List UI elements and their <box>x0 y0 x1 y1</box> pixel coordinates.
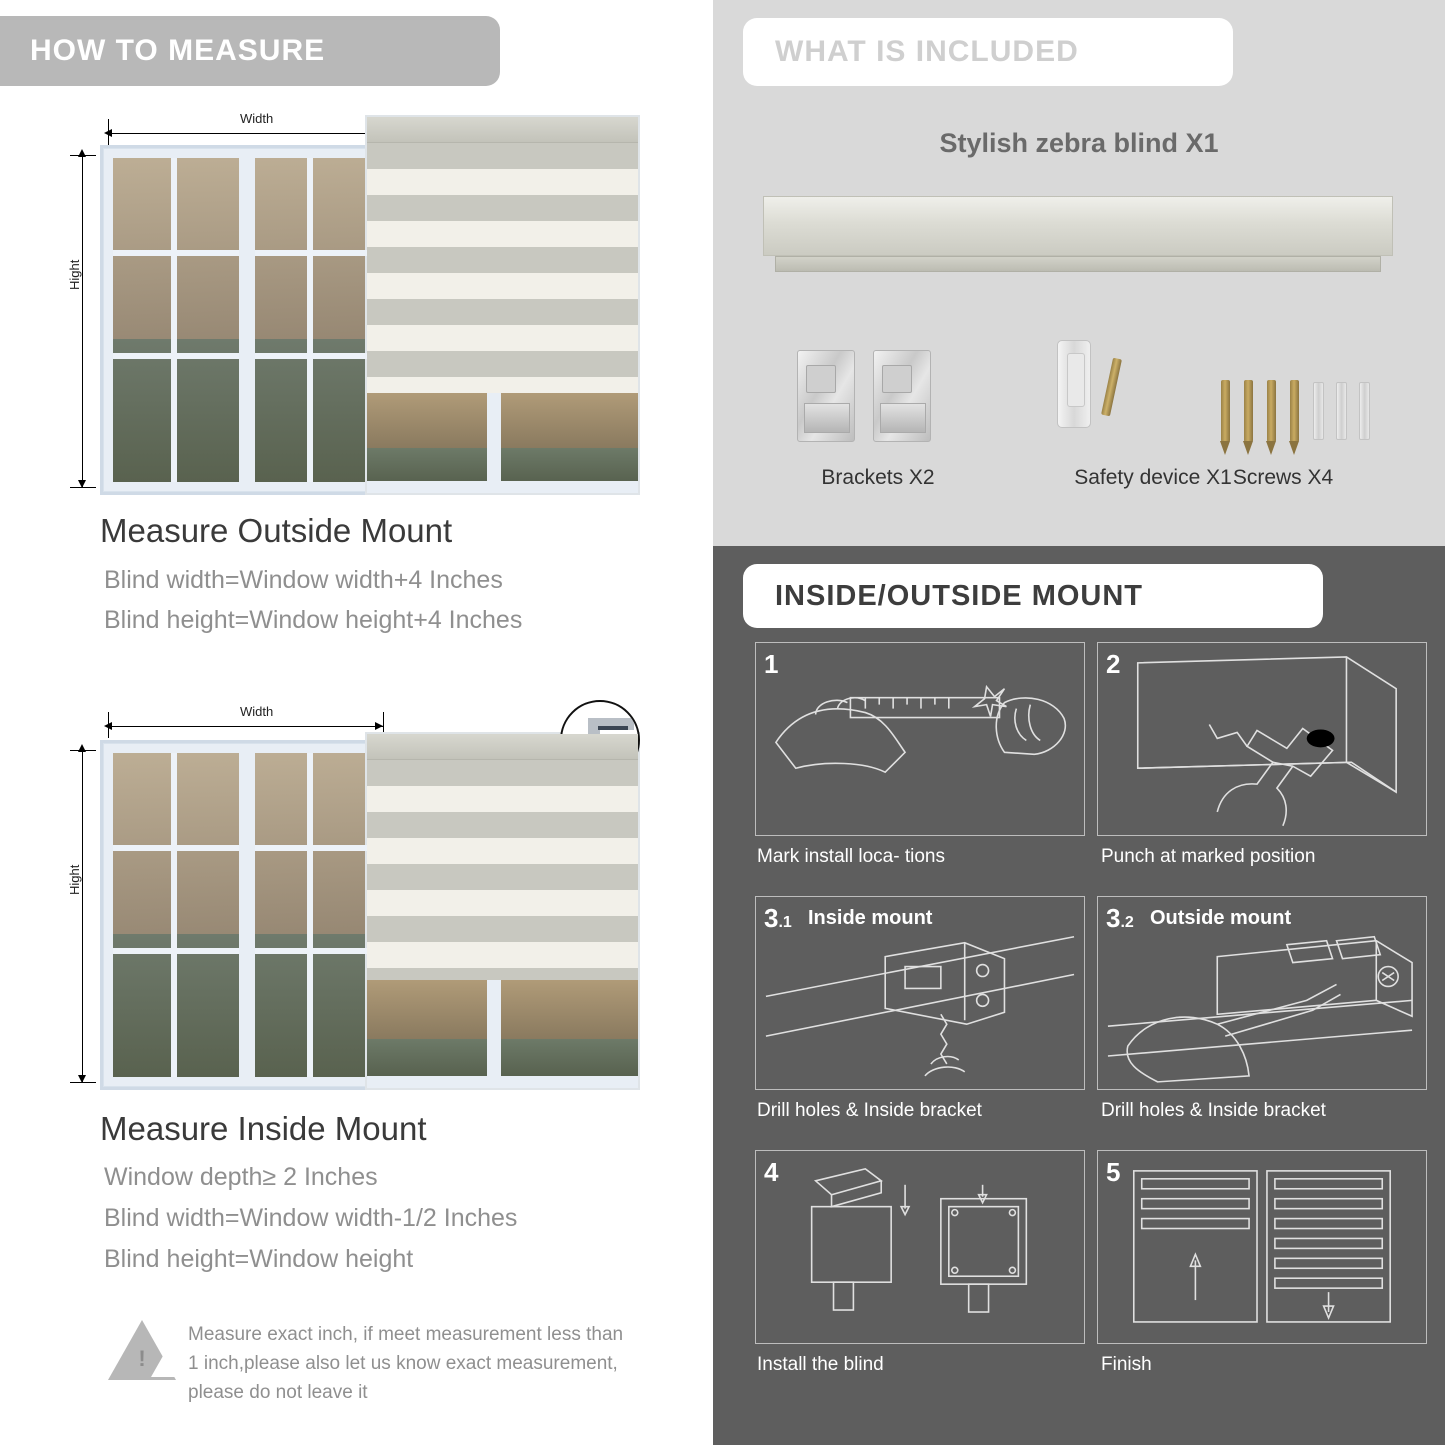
blind-outside <box>365 115 640 495</box>
blind-headrail <box>367 117 638 143</box>
height-tick-top <box>70 155 96 156</box>
step-3-2-number: 3.2 <box>1106 903 1134 933</box>
step-2-caption: Punch at marked position <box>1101 846 1316 867</box>
outside-width-label: Width <box>240 111 274 126</box>
step-3-2-caption: Drill holes & Inside bracket <box>1101 1100 1326 1121</box>
how-to-measure-header: HOW TO MEASURE <box>0 16 500 86</box>
screw-1-icon <box>1221 380 1230 442</box>
inside-height-line <box>82 750 83 1082</box>
height-tick-bottom <box>70 487 96 488</box>
warning-text: Measure exact inch, if meet measurement less than 1 inch,please also let us know exact measurement, please do not leave it <box>188 1324 624 1403</box>
blind-fabric-inside <box>367 760 638 980</box>
inside-mount-line3: Blind height=Window height <box>104 1245 414 1273</box>
step-1 <box>755 642 1085 836</box>
step-1-caption: Mark install loca- tions <box>757 846 945 867</box>
outside-mount-line2: Blind height=Window height+4 Inches <box>104 606 523 634</box>
blind-window-frame-bottom <box>367 481 638 493</box>
inside-width-label: Width <box>240 704 274 719</box>
warning-exclamation: ! <box>138 1346 146 1371</box>
window-inside <box>100 740 390 1090</box>
main-product-label: Stylish zebra blind X1 <box>939 128 1219 158</box>
step-4-sketch <box>756 1151 1084 1344</box>
measure-warning <box>108 1320 648 1420</box>
outside-height-label: Hight <box>67 259 82 290</box>
step-3-1-number: 3.1 <box>764 903 792 933</box>
outside-mount-title: Measure Outside Mount <box>100 512 453 549</box>
inside-mount-title: Measure Inside Mount <box>100 1110 427 1147</box>
what-is-included-header: WHAT IS INCLUDED <box>743 18 1233 86</box>
blind-window-sash <box>487 393 501 493</box>
safety-device-label: Safety device X1 <box>1074 466 1232 489</box>
zebra-blind-headrail-graphic <box>763 196 1393 256</box>
inside-mount-illustration <box>60 700 680 1100</box>
zebra-blind-bottom-lip <box>775 256 1381 272</box>
inside-outside-mount-panel <box>713 546 1445 1445</box>
inside-mount-line2: Blind width=Window width-1/2 Inches <box>104 1204 518 1232</box>
window-center-sash-inside <box>239 753 255 1077</box>
inside-height-tick-top <box>70 750 96 751</box>
step-3-2-heading: Outside mount <box>1150 907 1292 929</box>
blind-inside <box>365 732 640 1090</box>
inside-width-arrow-right <box>375 722 383 730</box>
step-5-sketch <box>1098 1151 1426 1344</box>
bracket-1-icon <box>797 350 855 442</box>
step-2 <box>1097 642 1427 836</box>
window-center-sash <box>239 158 255 482</box>
safety-screw-icon <box>1101 358 1122 417</box>
height-dimension-line <box>82 155 83 487</box>
screw-3-icon <box>1267 380 1276 442</box>
step-3-2 <box>1097 896 1427 1090</box>
inside-mount-line1: Window depth≥ 2 Inches <box>104 1163 378 1191</box>
step-3-1-heading: Inside mount <box>808 907 933 929</box>
width-dimension-line <box>108 133 383 134</box>
screw-2-icon <box>1244 380 1253 442</box>
blind-window-sash-inside <box>487 980 501 1088</box>
blind-window-view <box>367 393 638 493</box>
anchor-3-icon <box>1359 382 1370 440</box>
anchor-2-icon <box>1336 382 1347 440</box>
inside-width-tick-left <box>108 712 109 738</box>
step-2-sketch <box>1098 643 1426 836</box>
blind-fabric <box>367 143 638 393</box>
mullion-v-2 <box>307 158 313 482</box>
step-1-number: 1 <box>764 649 779 679</box>
mullion-v-1 <box>171 158 177 482</box>
step-5 <box>1097 1150 1427 1344</box>
brackets-label: Brackets X2 <box>821 466 935 489</box>
width-tick-left <box>108 119 109 145</box>
step-5-caption: Finish <box>1101 1354 1152 1375</box>
bracket-2-icon <box>873 350 931 442</box>
blind-window-frame-bottom-inside <box>367 1076 638 1088</box>
inside-outside-mount-header: INSIDE/OUTSIDE MOUNT <box>743 564 1323 628</box>
screws-label: Screws X4 <box>1232 466 1334 489</box>
mullion-v-4 <box>307 753 313 1077</box>
safety-device-icon <box>1057 340 1091 428</box>
inside-height-label: Hight <box>67 864 82 895</box>
anchor-1-icon <box>1313 382 1324 440</box>
step-3-1 <box>755 896 1085 1090</box>
outside-mount-line1: Blind width=Window width+4 Inches <box>104 566 503 594</box>
blind-headrail-inside <box>367 734 638 760</box>
mullion-v-3 <box>171 753 177 1077</box>
how-to-measure-panel <box>0 0 713 1445</box>
inside-width-line <box>108 726 383 727</box>
step-4-caption: Install the blind <box>757 1354 884 1375</box>
depth-measure-bar <box>598 726 628 730</box>
step-4-number: 4 <box>764 1157 779 1187</box>
step-2-number: 2 <box>1106 649 1121 679</box>
step-5-number: 5 <box>1106 1157 1121 1187</box>
outside-mount-illustration <box>60 105 680 505</box>
blind-window-view-inside <box>367 980 638 1088</box>
what-is-included-panel <box>713 0 1445 546</box>
step-1-sketch <box>756 643 1084 836</box>
inside-height-tick-bottom <box>70 1082 96 1083</box>
screw-4-icon <box>1290 380 1299 442</box>
step-3-1-caption: Drill holes & Inside bracket <box>757 1100 982 1121</box>
step-4 <box>755 1150 1085 1344</box>
window-outside <box>100 145 390 495</box>
